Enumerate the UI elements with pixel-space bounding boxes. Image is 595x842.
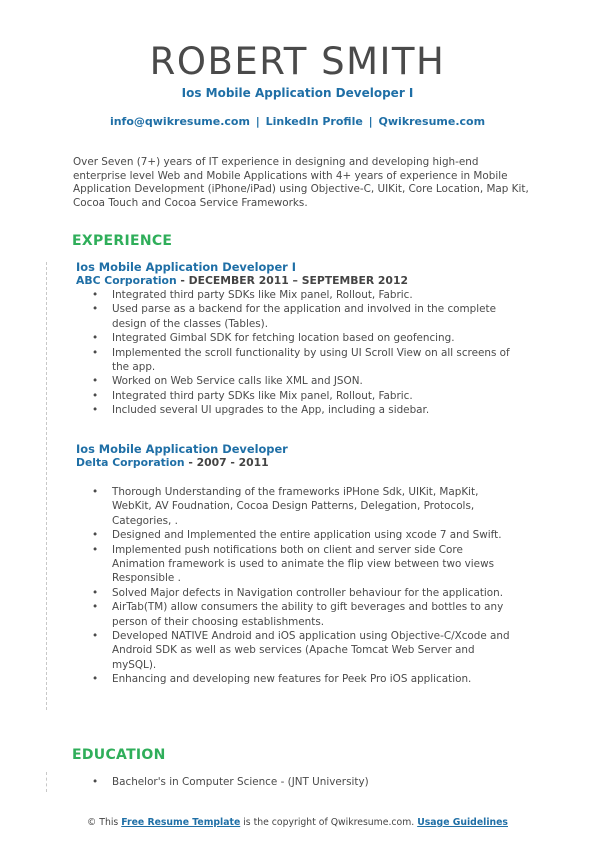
email-link[interactable]: info@qwikresume.com bbox=[109, 115, 250, 128]
contact-separator: | bbox=[255, 115, 260, 128]
footer-prefix: © This bbox=[87, 817, 122, 828]
job-meta bbox=[76, 274, 516, 288]
bullet-icon: • bbox=[92, 586, 99, 599]
education-entry bbox=[76, 775, 516, 789]
education-rail bbox=[46, 772, 47, 792]
bullet-text: Designed and Implemented the entire application using xcode 7 and Swift. bbox=[112, 529, 502, 542]
bullet-icon: • bbox=[92, 543, 99, 556]
bullet-text: AirTab(TM) allow consumers the ability to gift beverages and bottles to any person of their choosing establishments. bbox=[112, 601, 504, 628]
footer bbox=[0, 817, 595, 828]
free-resume-template-link[interactable]: Free Resume Template bbox=[121, 817, 241, 828]
job-dates: - DECEMBER 2011 – SEPTEMBER 2012 bbox=[176, 274, 408, 287]
list-item bbox=[76, 302, 516, 331]
list-item bbox=[76, 331, 516, 345]
usage-guidelines-link[interactable]: Usage Guidelines bbox=[417, 817, 508, 828]
list-item bbox=[76, 543, 516, 586]
education-heading: EDUCATION bbox=[72, 747, 166, 763]
list-item bbox=[76, 586, 516, 600]
list-item bbox=[76, 288, 516, 302]
bullet-text: Used parse as a backend for the application and involved in the complete design of the classes (Tables). bbox=[112, 303, 496, 330]
bullet-text: Included several UI upgrades to the App, including a sidebar. bbox=[112, 404, 430, 417]
candidate-name: ROBERT SMITH bbox=[149, 40, 446, 83]
experience-heading: EXPERIENCE bbox=[72, 233, 173, 249]
job-meta bbox=[76, 456, 516, 470]
list-item bbox=[76, 528, 516, 542]
list-item bbox=[76, 485, 516, 528]
bullet-text: Enhancing and developing new features for Peek Pro iOS application. bbox=[112, 673, 472, 686]
contact-links bbox=[0, 115, 595, 128]
list-item bbox=[76, 629, 516, 672]
bullet-text: Worked on Web Service calls like XML and JSON. bbox=[112, 375, 363, 388]
website-link[interactable]: Qwikresume.com bbox=[378, 115, 486, 128]
footer-copyright: is the copyright of Qwikresume.com. bbox=[240, 817, 418, 828]
bullet-text: Integrated third party SDKs like Mix panel, Rollout, Fabric. bbox=[112, 389, 413, 402]
summary-paragraph: Over Seven (7+) years of IT experience in designing and developing high-end enterprise level Web and Mobile Applications with 4+ years of experience in Mobile Application Development (iPhone/iPad) using Objective-C, UIKit, Core Location, Map Kit, Cocoa Touch and Cocoa Service Frameworks. bbox=[73, 156, 529, 209]
list-item bbox=[76, 775, 516, 789]
bullet-icon: • bbox=[92, 601, 99, 614]
experience-rail bbox=[46, 262, 47, 710]
bullet-icon: • bbox=[92, 673, 99, 686]
bullet-icon: • bbox=[92, 303, 99, 316]
bullet-text: Implemented the scroll functionality by using UI Scroll View on all screens of the app. bbox=[112, 346, 510, 374]
bullet-text: Integrated Gimbal SDK for fetching location based on geofencing. bbox=[112, 332, 455, 345]
bullet-text: Developed NATIVE Android and iOS application using Objective-C/Xcode and Android SDK as well as web services (Apache Tomcat Web Server and mySQL). bbox=[112, 630, 510, 671]
bullet-icon: • bbox=[92, 389, 99, 402]
bullet-text: Implemented push notifications both on client and server side Core Animation framework is used to animate the flip view between two views Responsible . bbox=[112, 543, 494, 585]
bullet-text: Integrated third party SDKs like Mix panel, Rollout, Fabric. bbox=[112, 289, 413, 301]
bullet-icon: • bbox=[92, 776, 99, 788]
list-item bbox=[76, 672, 516, 686]
bullet-icon: • bbox=[92, 346, 99, 359]
candidate-job-title: Ios Mobile Application Developer I bbox=[181, 86, 414, 100]
job-entry-2 bbox=[76, 442, 516, 687]
list-item bbox=[76, 346, 516, 375]
job-entry-1 bbox=[76, 260, 516, 418]
company-name: Delta Corporation bbox=[76, 456, 185, 469]
bullet-icon: • bbox=[92, 486, 99, 498]
bullet-text: Solved Major defects in Navigation controller behaviour for the application. bbox=[112, 586, 504, 599]
bullet-icon: • bbox=[92, 630, 99, 643]
linkedin-link[interactable]: LinkedIn Profile bbox=[265, 115, 363, 128]
bullet-icon: • bbox=[92, 404, 99, 417]
list-item bbox=[76, 374, 516, 388]
education-text: Bachelor's in Computer Science - (JNT University) bbox=[112, 776, 369, 788]
contact-separator: | bbox=[368, 115, 373, 128]
job-dates: - 2007 - 2011 bbox=[184, 456, 269, 469]
education-list bbox=[76, 775, 516, 789]
job-title: Ios Mobile Application Developer I bbox=[76, 260, 297, 274]
list-item bbox=[76, 389, 516, 403]
bullet-text: Thorough Understanding of the frameworks iPHone Sdk, UIKit, MapKit, WebKit, AV Foudnation, Cocoa Design Patterns, Delegation, Protocols, Categories, . bbox=[112, 486, 479, 527]
job-bullets bbox=[76, 485, 516, 687]
bullet-icon: • bbox=[92, 529, 99, 542]
bullet-icon: • bbox=[92, 332, 99, 345]
job-bullets bbox=[76, 288, 516, 418]
bullet-icon: • bbox=[92, 375, 99, 388]
bullet-icon: • bbox=[92, 289, 99, 301]
list-item bbox=[76, 403, 516, 417]
list-item bbox=[76, 600, 516, 629]
company-name: ABC Corporation bbox=[76, 274, 177, 287]
job-title: Ios Mobile Application Developer bbox=[76, 442, 288, 456]
